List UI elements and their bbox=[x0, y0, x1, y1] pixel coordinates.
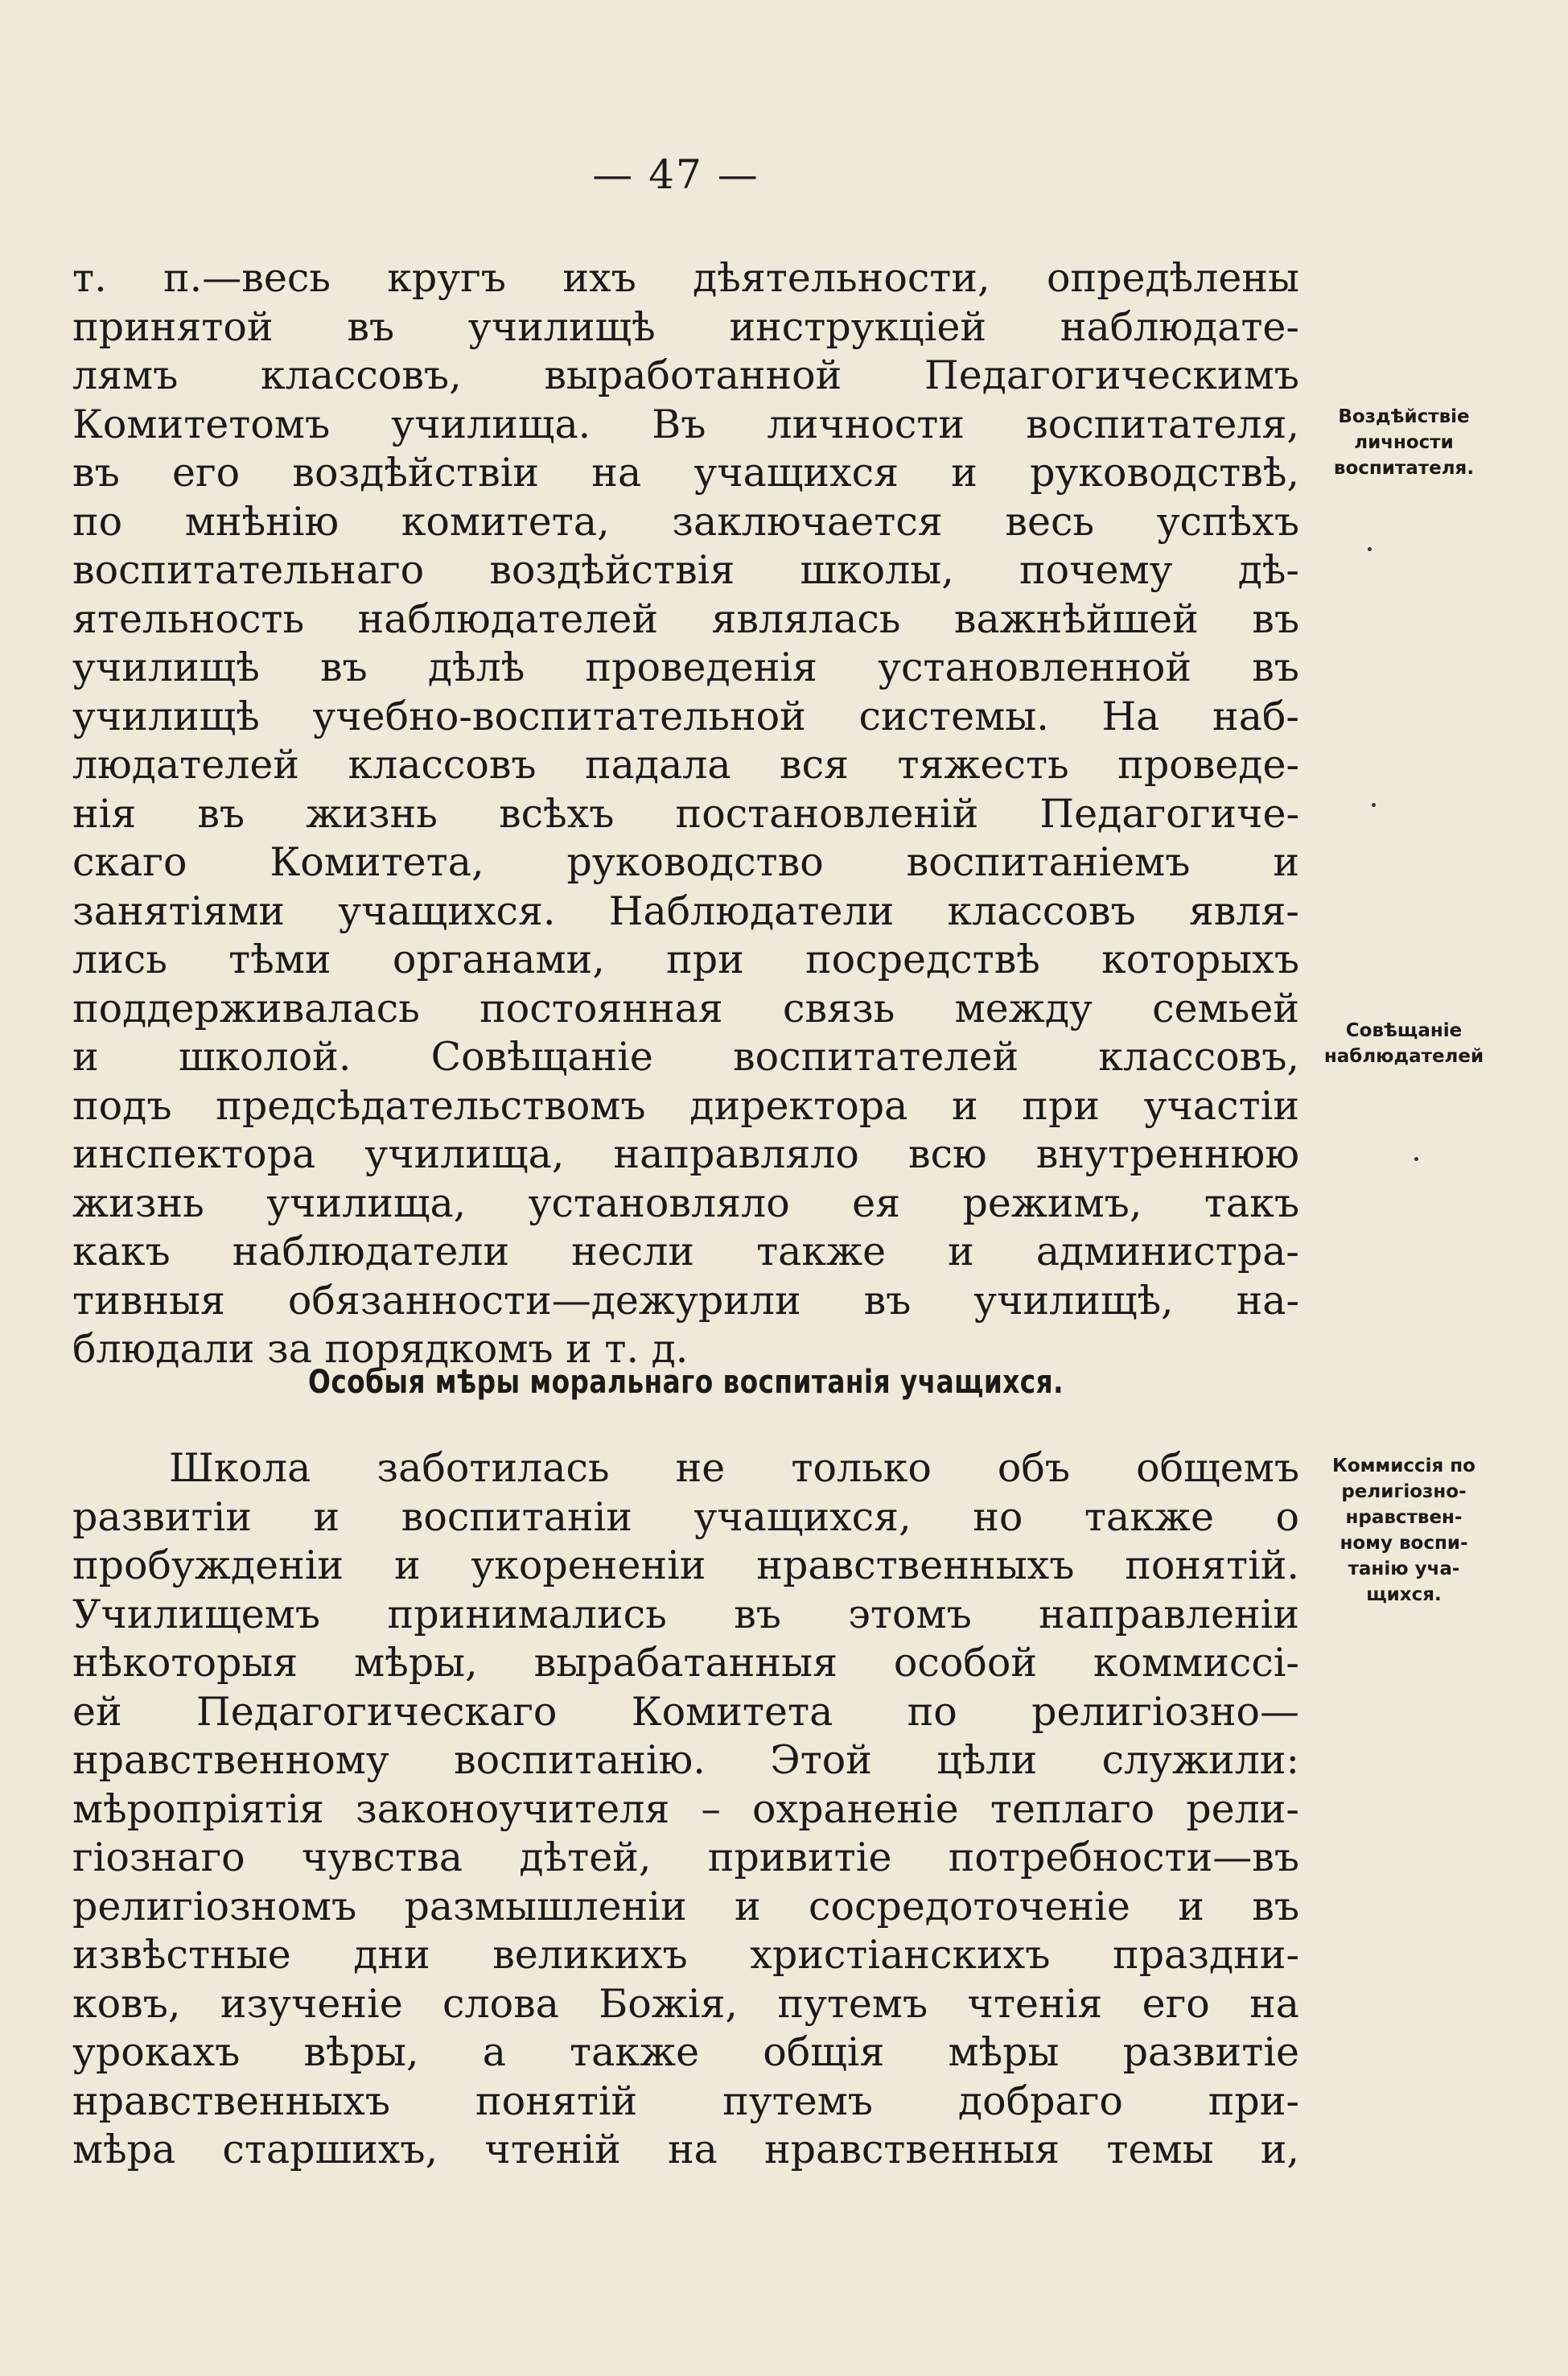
text-line: блюдали за порядкомъ и т. д. bbox=[72, 1326, 689, 1372]
text-line: нравственныхъ понятій путемъ добраго при- bbox=[72, 2077, 1299, 2124]
paragraph-2 bbox=[72, 1444, 1299, 2175]
margin-note-line: наблюдателей bbox=[1323, 1046, 1484, 1067]
text-line: людателей классовъ падала вся тяжесть проведе- bbox=[72, 742, 1299, 788]
text-line: въ его воздѣйствіи на учащихся и руководствѣ, bbox=[72, 450, 1299, 496]
text-line: мѣропріятія законоучителя – охраненіе теплаго рели- bbox=[72, 1785, 1299, 1832]
text-line: инспектора училища, направляло всю внутреннюю bbox=[72, 1131, 1299, 1177]
text-line: по мнѣнію комитета, заключается весь успѣхъ bbox=[72, 498, 1299, 545]
page-number: — 47 — bbox=[592, 151, 759, 198]
text-line: извѣстные дни великихъ христіанскихъ праздни- bbox=[72, 1932, 1299, 1978]
margin-note-line: Коммиссія по bbox=[1332, 1456, 1475, 1476]
text-line: мѣра старшихъ, чтеній на нравственныя темы и, bbox=[72, 2127, 1299, 2172]
ink-speck bbox=[1372, 803, 1376, 807]
margin-note-council bbox=[1303, 1018, 1504, 1069]
text-line: урокахъ вѣры, а также общія мѣры развитіе bbox=[72, 2029, 1299, 2075]
text-line: и школой. Совѣщаніе воспитателей классовъ, bbox=[72, 1034, 1299, 1080]
text-line: училищѣ въ дѣлѣ проведенія установленной въ bbox=[72, 644, 1299, 690]
paragraph-1-text bbox=[72, 254, 1299, 1374]
margin-note-line: личности bbox=[1354, 432, 1454, 453]
margin-note-line: танію уча- bbox=[1348, 1559, 1460, 1579]
text-line: Школа заботилась не только объ общемъ bbox=[169, 1445, 1299, 1491]
margin-note-influence bbox=[1303, 404, 1504, 481]
text-line: жизнь училища, установляло ея режимъ, такъ bbox=[72, 1180, 1299, 1226]
text-line: лямъ классовъ, выработанной Педагогическимъ bbox=[72, 352, 1299, 398]
ink-speck bbox=[1368, 547, 1372, 551]
text-line: развитіи и воспитаніи учащихся, но также о bbox=[72, 1493, 1299, 1540]
text-line: Училищемъ принимались въ этомъ направленіи bbox=[72, 1591, 1299, 1637]
text-line: тивныя обязанности—дежурили въ училищѣ, на- bbox=[72, 1277, 1299, 1324]
text-line: ятельность наблюдателей являлась важнѣйшей въ bbox=[72, 595, 1299, 642]
text-line: принятой въ училищѣ инструкціей наблюдате- bbox=[72, 303, 1299, 350]
text-line: какъ наблюдатели несли также и администра- bbox=[72, 1229, 1299, 1274]
margin-note-line: воспитателя. bbox=[1333, 458, 1475, 479]
margin-note-line: Совѣщаніе bbox=[1345, 1020, 1463, 1041]
margin-note-line: ному воспи- bbox=[1340, 1533, 1468, 1554]
text-line: воспитательнаго воздѣйствія школы, почему дѣ- bbox=[72, 547, 1299, 593]
text-line: Комитетомъ училища. Въ личности воспитателя, bbox=[72, 401, 1299, 447]
text-line: поддерживалась постоянная связь между семьей bbox=[72, 985, 1299, 1032]
text-line: подъ предсѣдательствомъ директора и при участіи bbox=[72, 1082, 1299, 1129]
text-line: училищѣ учебно-воспитательной системы. На наб- bbox=[72, 693, 1299, 739]
text-line: пробужденіи и укорененіи нравственныхъ понятій. bbox=[72, 1542, 1299, 1588]
text-line: занятіями учащихся. Наблюдатели классовъ явля- bbox=[72, 887, 1299, 934]
text-line: лись тѣми органами, при посредствѣ которыхъ bbox=[72, 937, 1299, 982]
text-line: скаго Комитета, руководство воспитаніемъ и bbox=[72, 839, 1299, 885]
text-line: ей Педагогическаго Комитета по религіозно— bbox=[72, 1688, 1299, 1735]
ink-speck bbox=[1414, 1157, 1418, 1161]
text-line: гіознаго чувства дѣтей, привитіе потребности—въ bbox=[72, 1835, 1299, 1880]
margin-note-line: нравствен- bbox=[1345, 1507, 1463, 1528]
text-line: нравственному воспитанію. Этой цѣли служили: bbox=[72, 1737, 1299, 1783]
margin-note-line: щихся. bbox=[1366, 1584, 1442, 1605]
text-line: т. п.—весь кругъ ихъ дѣятельности, опредѣлены bbox=[72, 255, 1299, 301]
paragraph-2-text bbox=[72, 1444, 1299, 2175]
text-line: ковъ, изученіе слова Божія, путемъ чтенія его на bbox=[72, 1980, 1299, 2027]
margin-note-commission bbox=[1303, 1453, 1504, 1608]
margin-note-line: религіозно- bbox=[1341, 1481, 1467, 1502]
text-line: религіозномъ размышленіи и сосредоточеніе и въ bbox=[72, 1883, 1299, 1929]
section-heading: Особыя мѣры моральнаго воспитанія учащихся. bbox=[308, 1364, 1064, 1401]
margin-note-line: Воздѣйствіе bbox=[1338, 406, 1470, 427]
text-line: нія въ жизнь всѣхъ постановленій Педагогиче- bbox=[72, 790, 1299, 837]
text-line: нѣкоторыя мѣры, вырабатанныя особой коммиссі- bbox=[72, 1640, 1299, 1686]
paragraph-1 bbox=[72, 254, 1299, 1374]
